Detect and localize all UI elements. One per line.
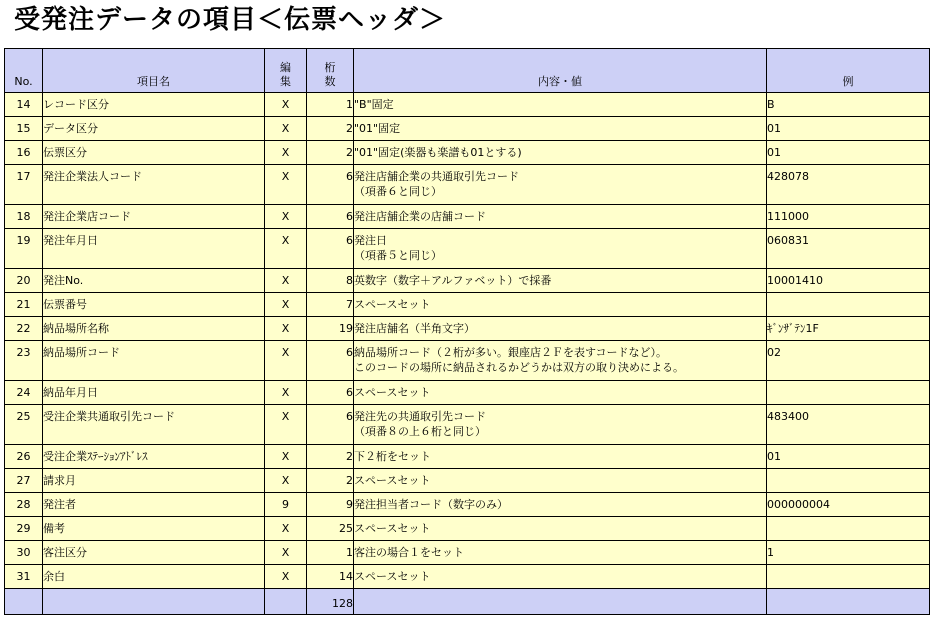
- total-digits: 128: [307, 589, 354, 615]
- table-row: [5, 381, 930, 405]
- cell-example: B: [767, 93, 930, 117]
- cell-edit: X: [265, 293, 307, 317]
- cell-example: [767, 293, 930, 317]
- cell-item-name: データ区分: [43, 117, 265, 141]
- cell-item-name: 発注No.: [43, 269, 265, 293]
- cell-edit: X: [265, 469, 307, 493]
- cell-digits: 2: [307, 469, 354, 493]
- cell-digits: 25: [307, 517, 354, 541]
- total-content-cell: [354, 589, 767, 615]
- cell-edit: X: [265, 445, 307, 469]
- cell-no: 24: [5, 381, 43, 405]
- cell-edit: X: [265, 205, 307, 229]
- cell-no: 19: [5, 229, 43, 269]
- cell-item-name: 納品場所コード: [43, 341, 265, 381]
- cell-edit: X: [265, 317, 307, 341]
- cell-edit: X: [265, 165, 307, 205]
- cell-no: 29: [5, 517, 43, 541]
- header-content: 内容・値: [354, 49, 767, 93]
- header-digits-top: 桁: [324, 61, 336, 74]
- table-row: [5, 493, 930, 517]
- table-row: [5, 469, 930, 493]
- table-row: [5, 141, 930, 165]
- cell-content: 納品場所コード（２桁が多い。銀座店２Ｆを表すコードなど）。 このコードの場所に納品されるかどうかは双方の取り決めによる。: [354, 341, 767, 381]
- cell-content: "01"固定(楽器も楽譜も01とする): [354, 141, 767, 165]
- cell-edit: X: [265, 269, 307, 293]
- cell-digits: 6: [307, 381, 354, 405]
- cell-example: 01: [767, 445, 930, 469]
- cell-item-name: 受注企業共通取引先コード: [43, 405, 265, 445]
- field-spec-table: [4, 48, 930, 615]
- total-edit-cell: [265, 589, 307, 615]
- cell-digits: 14: [307, 565, 354, 589]
- table-row: [5, 269, 930, 293]
- table-row: [5, 293, 930, 317]
- cell-item-name: 伝票番号: [43, 293, 265, 317]
- cell-no: 20: [5, 269, 43, 293]
- cell-digits: 1: [307, 541, 354, 565]
- cell-item-name: 発注年月日: [43, 229, 265, 269]
- cell-edit: X: [265, 565, 307, 589]
- cell-content: スペースセット: [354, 381, 767, 405]
- table-row: [5, 405, 930, 445]
- cell-no: 25: [5, 405, 43, 445]
- cell-edit: X: [265, 541, 307, 565]
- cell-digits: 2: [307, 445, 354, 469]
- header-edit: [265, 49, 307, 93]
- cell-content: スペースセット: [354, 517, 767, 541]
- header-edit-bottom: 集: [280, 75, 291, 88]
- cell-example: [767, 565, 930, 589]
- cell-item-name: 余白: [43, 565, 265, 589]
- cell-item-name: 受注企業ｽﾃｰｼｮﾝｱﾄﾞﾚｽ: [43, 445, 265, 469]
- header-example: 例: [767, 49, 930, 93]
- table-row: [5, 517, 930, 541]
- table-row: [5, 93, 930, 117]
- cell-no: 15: [5, 117, 43, 141]
- cell-edit: X: [265, 517, 307, 541]
- cell-content: 下２桁をセット: [354, 445, 767, 469]
- cell-example: 01: [767, 141, 930, 165]
- table-row: [5, 445, 930, 469]
- cell-digits: 19: [307, 317, 354, 341]
- cell-no: 21: [5, 293, 43, 317]
- cell-edit: X: [265, 93, 307, 117]
- cell-example: [767, 381, 930, 405]
- table-body: [5, 93, 930, 589]
- cell-digits: 6: [307, 229, 354, 269]
- cell-edit: X: [265, 381, 307, 405]
- table-row: [5, 229, 930, 269]
- cell-item-name: レコード区分: [43, 93, 265, 117]
- cell-example: [767, 517, 930, 541]
- cell-content: 発注日 （項番５と同じ）: [354, 229, 767, 269]
- cell-no: 27: [5, 469, 43, 493]
- cell-example: 1: [767, 541, 930, 565]
- cell-item-name: 発注企業法人コード: [43, 165, 265, 205]
- table-row: [5, 317, 930, 341]
- cell-digits: 9: [307, 493, 354, 517]
- cell-no: 23: [5, 341, 43, 381]
- cell-no: 14: [5, 93, 43, 117]
- cell-digits: 6: [307, 205, 354, 229]
- cell-edit: X: [265, 229, 307, 269]
- cell-example: 000000004: [767, 493, 930, 517]
- cell-example: 02: [767, 341, 930, 381]
- cell-example: 10001410: [767, 269, 930, 293]
- cell-edit: 9: [265, 493, 307, 517]
- cell-content: 発注先の共通取引先コード （項番８の上６桁と同じ）: [354, 405, 767, 445]
- cell-content: 発注店舗企業の店舗コード: [354, 205, 767, 229]
- cell-no: 18: [5, 205, 43, 229]
- table-header-row: [5, 49, 930, 93]
- table-row: [5, 341, 930, 381]
- total-name-cell: [43, 589, 265, 615]
- cell-content: "01"固定: [354, 117, 767, 141]
- cell-no: 31: [5, 565, 43, 589]
- cell-no: 16: [5, 141, 43, 165]
- header-no: No.: [5, 49, 43, 93]
- table-row: [5, 205, 930, 229]
- cell-digits: 8: [307, 269, 354, 293]
- cell-edit: X: [265, 117, 307, 141]
- cell-example: 111000: [767, 205, 930, 229]
- cell-content: "B"固定: [354, 93, 767, 117]
- cell-digits: 1: [307, 93, 354, 117]
- total-row: [5, 589, 930, 615]
- cell-example: [767, 469, 930, 493]
- page-title: 受発注データの項目＜伝票ヘッダ＞: [14, 5, 447, 35]
- cell-example: ｷﾞﾝｻﾞﾃﾝ1F: [767, 317, 930, 341]
- cell-content: 客注の場合１をセット: [354, 541, 767, 565]
- table-row: [5, 541, 930, 565]
- cell-content: スペースセット: [354, 469, 767, 493]
- cell-no: 30: [5, 541, 43, 565]
- cell-example: 428078: [767, 165, 930, 205]
- table-row: [5, 117, 930, 141]
- cell-item-name: 発注企業店コード: [43, 205, 265, 229]
- cell-example: 060831: [767, 229, 930, 269]
- header-digits-bottom: 数: [324, 75, 336, 88]
- header-edit-top: 編: [280, 61, 291, 74]
- table-row: [5, 565, 930, 589]
- cell-edit: X: [265, 141, 307, 165]
- cell-edit: X: [265, 341, 307, 381]
- cell-item-name: 発注者: [43, 493, 265, 517]
- cell-digits: 2: [307, 141, 354, 165]
- cell-digits: 6: [307, 341, 354, 381]
- cell-item-name: 伝票区分: [43, 141, 265, 165]
- cell-edit: X: [265, 405, 307, 445]
- cell-content: 発注店舗名（半角文字）: [354, 317, 767, 341]
- cell-item-name: 納品年月日: [43, 381, 265, 405]
- header-digits: [307, 49, 354, 93]
- cell-content: 発注担当者コード（数字のみ）: [354, 493, 767, 517]
- cell-item-name: 請求月: [43, 469, 265, 493]
- cell-digits: 6: [307, 405, 354, 445]
- cell-no: 28: [5, 493, 43, 517]
- cell-content: 発注店舗企業の共通取引先コード （項番６と同じ）: [354, 165, 767, 205]
- cell-item-name: 納品場所名称: [43, 317, 265, 341]
- cell-no: 17: [5, 165, 43, 205]
- header-item-name: 項目名: [43, 49, 265, 93]
- total-no-cell: [5, 589, 43, 615]
- cell-example: 483400: [767, 405, 930, 445]
- cell-content: スペースセット: [354, 293, 767, 317]
- cell-no: 22: [5, 317, 43, 341]
- table-row: [5, 165, 930, 205]
- total-example-cell: [767, 589, 930, 615]
- cell-item-name: 備考: [43, 517, 265, 541]
- cell-digits: 2: [307, 117, 354, 141]
- cell-content: スペースセット: [354, 565, 767, 589]
- cell-digits: 7: [307, 293, 354, 317]
- cell-example: 01: [767, 117, 930, 141]
- cell-item-name: 客注区分: [43, 541, 265, 565]
- cell-digits: 6: [307, 165, 354, 205]
- cell-no: 26: [5, 445, 43, 469]
- cell-content: 英数字（数字＋アルファベット）で採番: [354, 269, 767, 293]
